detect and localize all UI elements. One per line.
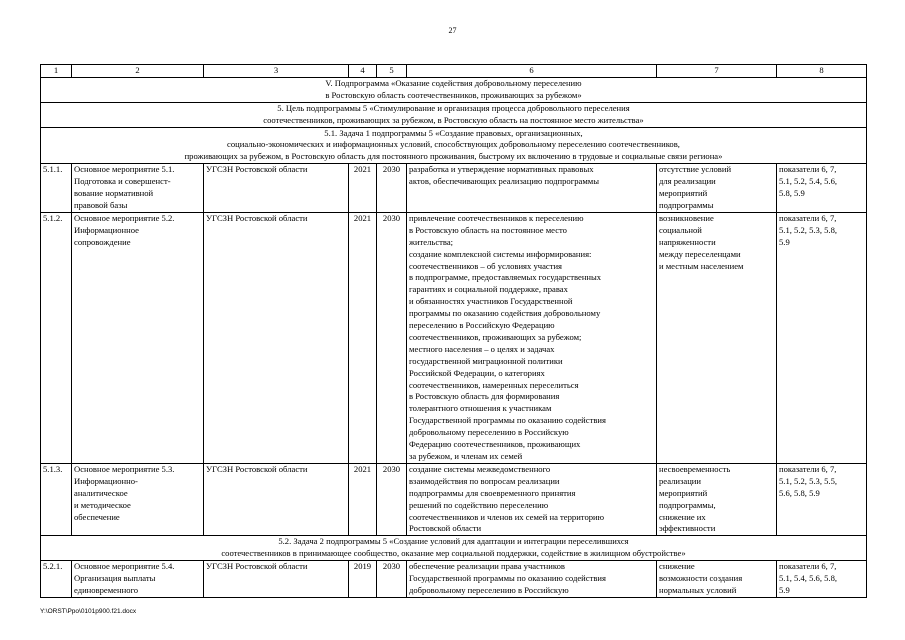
- section-row: [41, 77, 867, 102]
- row-number: 5.1.3.: [41, 463, 72, 535]
- activity-name: Основное мероприятие 5.1. Подготовка и совершенст- вование нормативной правовой базы: [72, 164, 204, 213]
- start-year: 2021: [349, 212, 377, 463]
- header-row: [41, 65, 867, 78]
- header-cell: 8: [777, 65, 867, 78]
- consequences: несвоевременность реализации мероприятий подпрограммы, снижение их эффективности: [657, 463, 777, 535]
- indicators: показатели 6, 7, 5.1, 5.2, 5.3, 5.5, 5.6, 5.8, 5.9: [777, 463, 867, 535]
- section-row: [41, 536, 867, 561]
- subprogram-title: V. Подпрограмма «Оказание содействия добровольному переселению в Ростовскую область соотечественников, проживающих за рубежом»: [41, 77, 867, 102]
- task-2-title: 5.2. Задача 2 подпрограммы 5 «Создание условий для адаптации и интеграции переселившихся соотечественников в принимающее сообщество, оказание мер социальной поддержки, содействие в жилищном обустройстве»: [41, 536, 867, 561]
- end-year: 2030: [377, 212, 407, 463]
- expected-result: привлечение соотечественников к переселению в Ростовскую область на постоянное место жительства; создание комплексной системы информирования: соотечественников – об условиях участия в подпрограмме, предоставляемых государственных гарантиях и социальной поддержке, правах и обязанностях участников Государственной программы по оказанию содействия добровольному переселению в Российскую Федерацию соотечественников, проживающих за рубежом; местного населения – о целях и задачах государственной миграционной политики Российской Федерации, о категориях соотечественников, намеренных переселиться в Ростовскую область для формирования толерантного отношения к участникам Государственной программы по оказанию содействия добровольному переселению в Российскую Федерацию соотечественников, проживающих за рубежом, и членам их семей: [407, 212, 657, 463]
- consequences: отсутствие условий для реализации мероприятий подпрограммы: [657, 164, 777, 213]
- file-path-footer: Y:\ORST\Ppo\0101p900.f21.docx: [40, 608, 137, 615]
- executor: УГСЗН Ростовской области: [204, 212, 349, 463]
- activity-name: Основное мероприятие 5.3. Информационно- аналитическое и методическое обеспечение: [72, 463, 204, 535]
- table-row: [41, 463, 867, 535]
- header-cell: 6: [407, 65, 657, 78]
- indicators: показатели 6, 7, 5.1, 5.2, 5.4, 5.6, 5.8, 5.9: [777, 164, 867, 213]
- section-row: [41, 127, 867, 164]
- row-number: 5.2.1.: [41, 561, 72, 598]
- end-year: 2030: [377, 164, 407, 213]
- program-table: [40, 64, 867, 598]
- header-cell: 7: [657, 65, 777, 78]
- table-row: [41, 212, 867, 463]
- start-year: 2021: [349, 164, 377, 213]
- table-row: [41, 164, 867, 213]
- expected-result: разработка и утверждение нормативных правовых актов, обеспечивающих реализацию подпрограммы: [407, 164, 657, 213]
- table-row: [41, 561, 867, 598]
- indicators: показатели 6, 7, 5.1, 5.4, 5.6, 5.8, 5.9: [777, 561, 867, 598]
- start-year: 2019: [349, 561, 377, 598]
- executor: УГСЗН Ростовской области: [204, 164, 349, 213]
- header-cell: 1: [41, 65, 72, 78]
- executor: УГСЗН Ростовской области: [204, 463, 349, 535]
- executor: УГСЗН Ростовской области: [204, 561, 349, 598]
- consequences: возникновение социальной напряженности между переселенцами и местным населением: [657, 212, 777, 463]
- end-year: 2030: [377, 561, 407, 598]
- header-cell: 4: [349, 65, 377, 78]
- header-cell: 3: [204, 65, 349, 78]
- activity-name: Основное мероприятие 5.4. Организация выплаты единовременного: [72, 561, 204, 598]
- task-1-title: 5.1. Задача 1 подпрограммы 5 «Создание правовых, организационных, социально-экономических и информационных условий, способствующих добровольному переселению соотечественников, проживающих за рубежом, в Ростовскую область для постоянного проживания, быстрому их включению в трудовые и социальные связи региона»: [41, 127, 867, 164]
- expected-result: создание системы межведомственного взаимодействия по вопросам реализации подпрограммы для своевременного принятия решений по содействию переселению соотечественников и членов их семей на территорию Ростовской области: [407, 463, 657, 535]
- goal-title: 5. Цель подпрограммы 5 «Стимулирование и организация процесса добровольного переселения соотечественников, проживающих за рубежом, в Ростовскую область на постоянное место жительства»: [41, 102, 867, 127]
- activity-name: Основное мероприятие 5.2. Информационное сопровождение: [72, 212, 204, 463]
- header-cell: 2: [72, 65, 204, 78]
- header-cell: 5: [377, 65, 407, 78]
- expected-result: обеспечение реализации права участников Государственной программы по оказанию содействия добровольному переселению в Российскую: [407, 561, 657, 598]
- end-year: 2030: [377, 463, 407, 535]
- row-number: 5.1.1.: [41, 164, 72, 213]
- indicators: показатели 6, 7, 5.1, 5.2, 5.3, 5.8, 5.9: [777, 212, 867, 463]
- consequences: снижение возможности создания нормальных условий: [657, 561, 777, 598]
- page-number: 27: [448, 26, 457, 35]
- start-year: 2021: [349, 463, 377, 535]
- section-row: [41, 102, 867, 127]
- row-number: 5.1.2.: [41, 212, 72, 463]
